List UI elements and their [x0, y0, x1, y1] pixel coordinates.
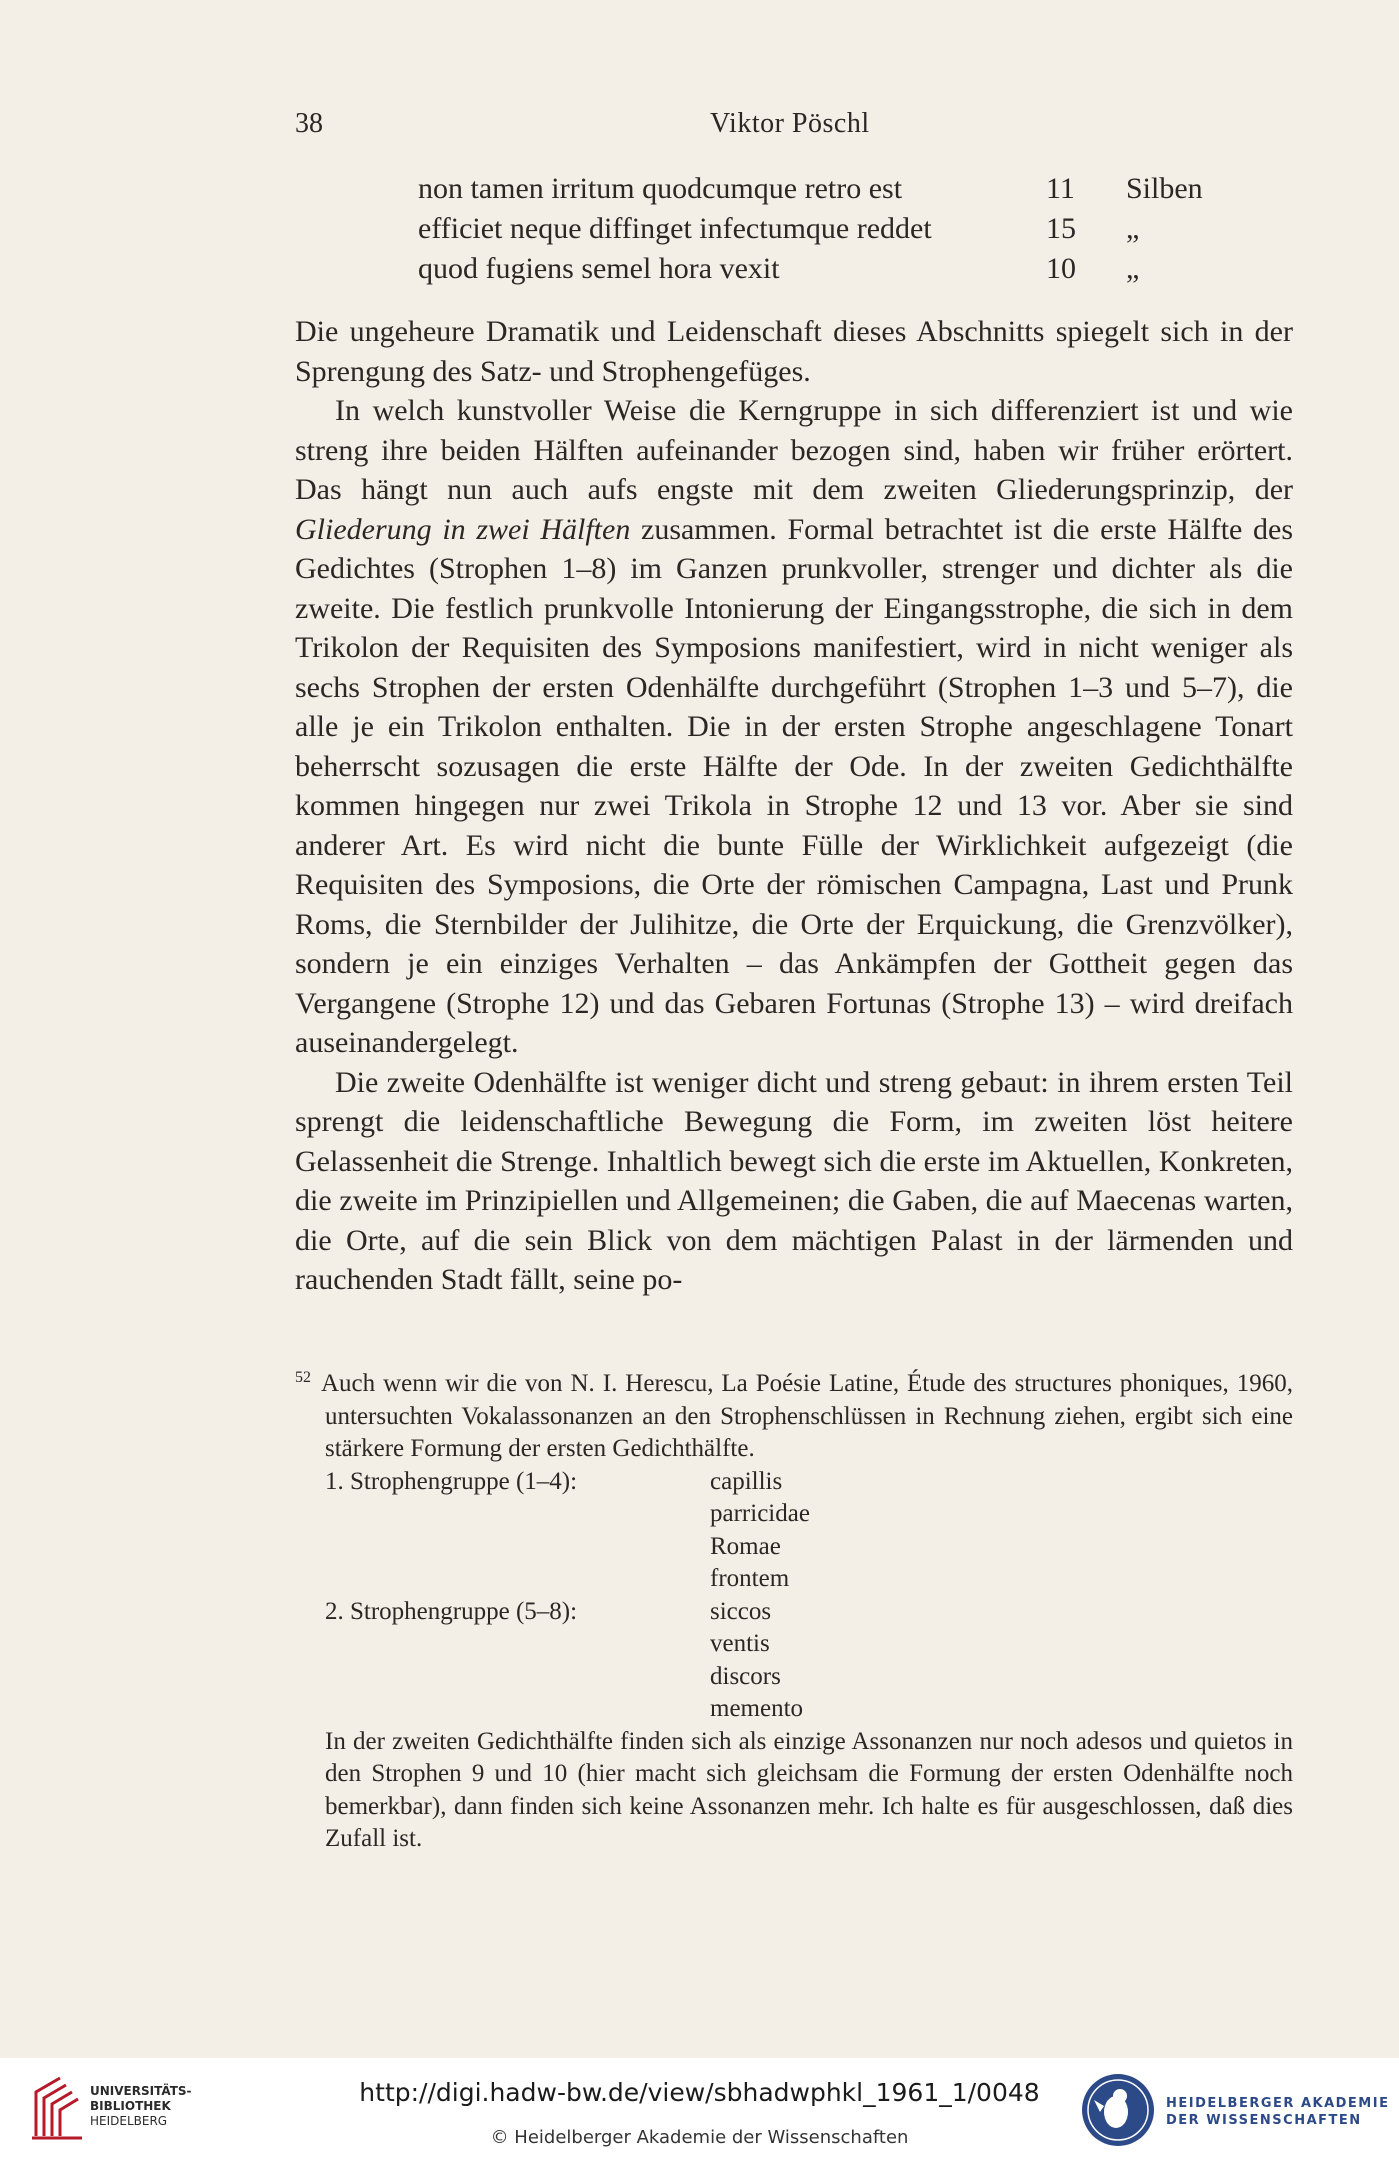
academy-name-line: DER WISSENSCHAFTEN [1166, 2113, 1362, 2128]
table-row [325, 1563, 1293, 1596]
verse-text: quod fugiens semel hora vexit [418, 252, 780, 285]
copyright-notice: © Heidelberger Akademie der Wissenschaften [490, 2127, 909, 2148]
syllable-count: 15 [1046, 212, 1076, 245]
strophe-group: 1. Strophengruppe (1–4): [325, 1467, 578, 1495]
footnote-intro [295, 1362, 1293, 1466]
footnote-number: 52 [295, 1369, 311, 1386]
table-row [325, 1693, 1293, 1726]
paragraph [295, 391, 1293, 1063]
table-row [325, 1498, 1293, 1531]
assonance-word: ventis [710, 1630, 770, 1657]
verse-quotation [418, 172, 1218, 292]
footnote-conclusion: In der zweiten Gedichthälfte finden sich als einzige Assonanzen nur noch adesos und quietos in den Strophen 9 und 10 (hier macht sich gleichsam die Formung der ersten Odenhälfte noch bemerkbar), dann finden sich keine Assonanzen mehr. Ich halte es für ausgeschlossen, daß dies Zufall ist. [325, 1727, 1293, 1852]
ub-name-line: HEIDELBERG [90, 2114, 168, 2128]
page-number: 38 [295, 108, 323, 139]
academy-seal-logo-icon [1080, 2072, 1156, 2148]
footnote-text: Auch wenn wir die von N. I. Herescu, La Poésie Latine, Étude des structures phoniques, 1960, untersuchten Vokalassonanzen an den Strophenschlüssen in Rechnung ziehen, ergibt sich eine stärkere Formung der ersten Gedichthälfte. [321, 1370, 1293, 1462]
academy-name-line: HEIDELBERGER AKADEMIE [1166, 2096, 1390, 2111]
verse-text: efficiet neque diffinget infectumque reddet [418, 212, 932, 245]
strophe-group: 2. Strophengruppe (5–8): [325, 1597, 578, 1625]
assonance-word: siccos [710, 1597, 772, 1625]
footnote [295, 1362, 1293, 1856]
syllable-count: 11 [1046, 172, 1075, 205]
assonance-word: discors [710, 1662, 781, 1690]
running-head-author: Viktor Pöschl [710, 108, 870, 139]
table-row [325, 1596, 1293, 1629]
syllable-count: 10 [1046, 252, 1076, 285]
verse-line [418, 252, 1218, 292]
verse-text: non tamen irritum quodcumque retro est [418, 172, 903, 205]
paragraph-text: zusammen. Formal betrachtet ist die erste Hälfte des Gedichtes (Strophen 1–8) im Ganzen prunkvoller, strenger und dichter als die zweite. Die festlich prunkvolle Intonierung der Eingangsstrophe, die sich in dem Trikolon der Requisiten des Symposions manifestiert, wird in nicht weniger als sechs Strophen der ersten Odenhälfte durchgeführt (Strophen 1–3 und 5–7), die alle je ein Trikolon enthalten. Die in der ersten Strophe angeschlagene Tonart beherrscht sozusagen die erste Hälfte der Ode. In der zweiten Gedichthälfte kommen hingegen nur zwei Trikola in Strophe 12 und 13 vor. Aber sie sind anderer Art. Es wird nicht die bunte Fülle der Wirklichkeit aufgezeigt (die Requisiten des Symposions, die Orte der römischen Campagna, Last und Prunk Roms, die Sternbilder der Julihitze, die Orte der Erquickung, die Grenzvölker), sondern je ein einziges Verhalten – das Ankämpfen der Gottheit gegen das Vergangene (Strophe 12) und das Gebaren Fortunas (Strophe 13) – wird dreifach auseinandergelegt. [295, 512, 1294, 1059]
digitization-footer [0, 2058, 1399, 2164]
assonance-table [325, 1466, 1293, 1726]
table-row [325, 1466, 1293, 1499]
table-row [325, 1661, 1293, 1694]
running-head [295, 108, 1295, 148]
paragraph: Die zweite Odenhälfte ist weniger dicht und streng gebaut: in ihrem ersten Teil sprengt die leidenschaftliche Bewegung die Form, im zweiten löst heitere Gelassenheit die Strenge. Inhaltlich bewegt sich die erste im Aktuellen, Konkreten, die zweite im Prinzipiellen und Allgemeinen; die Gaben, die auf Maecenas warten, die Orte, auf die sein Blick von dem mächtigen Palast in der lärmenden und rauchenden Stadt fällt, seine po- [295, 1065, 1293, 1296]
syllable-unit: „ [1126, 252, 1140, 285]
assonance-word: Romae [710, 1532, 781, 1560]
ub-name-line: BIBLIOTHEK [90, 2099, 171, 2113]
academy-name [1166, 2095, 1389, 2129]
source-url-link[interactable]: http://digi.hadw-bw.de/view/sbhadwphkl_1961_1/0048 [359, 2078, 1040, 2107]
assonance-word: capillis [710, 1467, 783, 1495]
assonance-word: frontem [710, 1565, 790, 1592]
main-text [295, 312, 1293, 1300]
table-row [325, 1531, 1293, 1564]
syllable-unit: „ [1126, 212, 1140, 245]
verse-line [418, 172, 1218, 212]
emphasized-term: Gliederung in zwei Hälften [295, 512, 631, 546]
table-row [325, 1628, 1293, 1661]
paragraph-text: In welch kunstvoller Weise die Kerngruppe in sich differenziert ist und wie streng ihre beiden Hälften aufeinander bezogen sind, haben wir früher erörtert. Das hängt nun auch aufs engste mit dem zweiten Gliederungsprinzip, der [295, 394, 1293, 506]
assonance-word: memento [710, 1695, 804, 1722]
verse-line [418, 212, 1218, 252]
assonance-word: parricidae [710, 1500, 810, 1527]
syllable-unit: Silben [1126, 172, 1203, 205]
paragraph: Die ungeheure Dramatik und Leidenschaft dieses Abschnitts spiegelt sich in der Sprengung des Satz- und Strophengefüges. [295, 315, 1293, 388]
ub-name-line: UNIVERSITÄTS- [90, 2084, 192, 2098]
